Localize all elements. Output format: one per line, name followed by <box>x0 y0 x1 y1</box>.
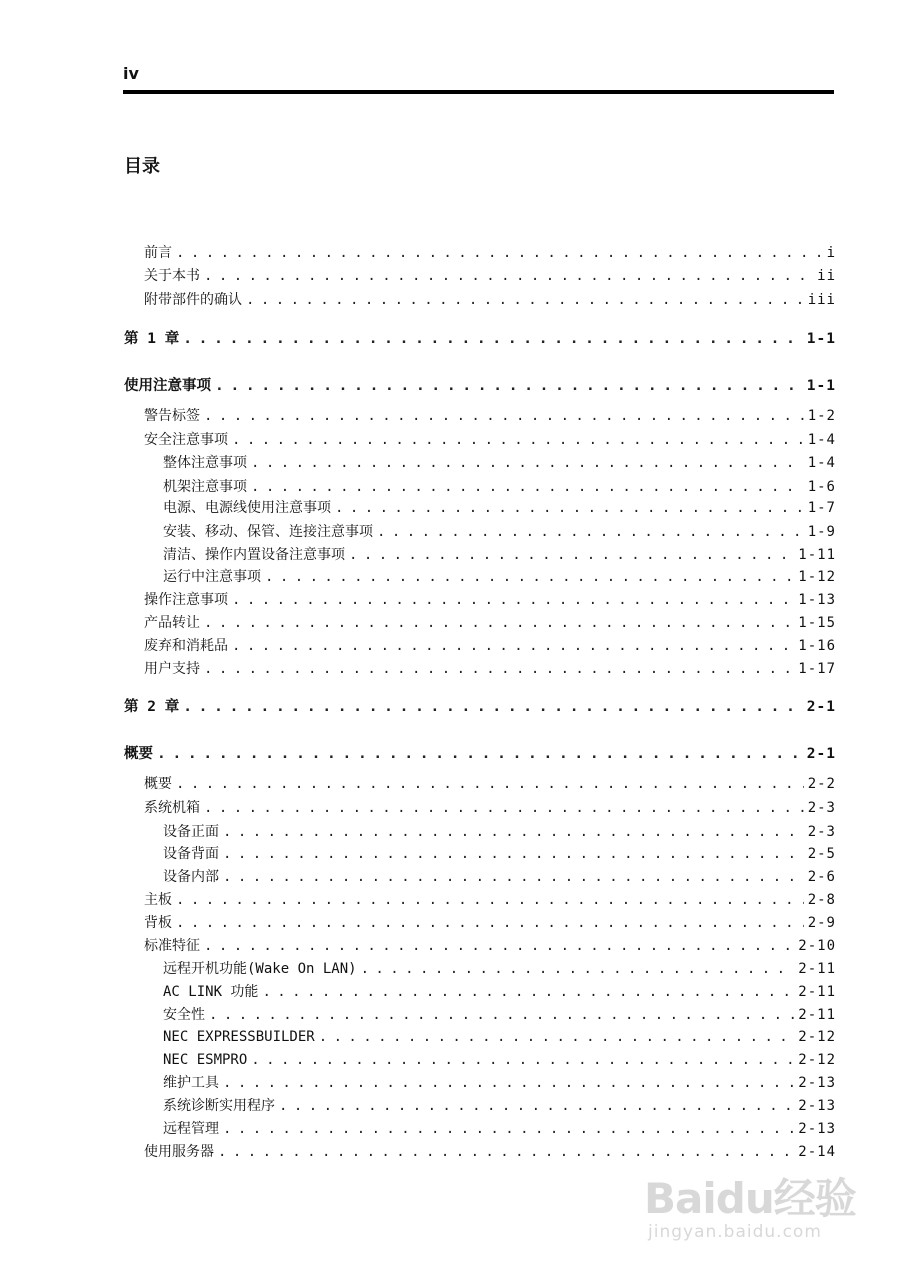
toc-entry-page: 2-14 <box>798 1144 836 1160</box>
toc-entry[interactable] <box>144 242 836 264</box>
toc-entry-title: NEC EXPRESSBUILDER <box>163 1029 315 1045</box>
toc-dot-leader <box>183 328 803 350</box>
toc-entry-title: 附带部件的确认 <box>144 292 242 308</box>
toc-dot-leader <box>223 1072 794 1094</box>
toc-entry[interactable] <box>163 1004 836 1026</box>
toc-entry[interactable] <box>144 589 836 611</box>
toc-dot-leader <box>246 289 804 311</box>
toc-entry[interactable] <box>163 1049 836 1071</box>
toc-dot-leader <box>209 1004 794 1026</box>
toc-dot-leader <box>319 1026 795 1048</box>
watermark-brand: Baidu经验 <box>644 1174 856 1223</box>
toc-entry[interactable] <box>144 612 836 634</box>
toc-entry-page: 2-8 <box>807 892 836 908</box>
page-number: iv <box>123 64 139 83</box>
toc-dot-leader <box>204 935 794 957</box>
toc-entry-title: AC LINK 功能 <box>163 984 259 1000</box>
toc-entry-page: 1-4 <box>807 432 836 448</box>
toc-entry-title: 使用服务器 <box>144 1144 214 1160</box>
toc-entry-title: 机架注意事项 <box>163 479 247 495</box>
toc-entry-page: i <box>826 245 836 261</box>
toc-entry[interactable] <box>144 635 836 657</box>
toc-dot-leader <box>176 242 823 264</box>
toc-entry-page: 1-1 <box>806 331 836 347</box>
toc-dot-leader <box>215 375 803 397</box>
toc-entry[interactable] <box>144 429 836 451</box>
toc-dot-leader <box>204 405 804 427</box>
toc-entry[interactable] <box>163 821 836 843</box>
toc-entry-title: NEC ESMPRO <box>163 1052 248 1068</box>
toc-dot-leader <box>349 544 794 566</box>
toc-dot-leader <box>157 743 803 765</box>
toc-heading: 目录 <box>124 156 160 177</box>
toc-entry-page: 1-16 <box>798 638 836 654</box>
toc-dot-leader <box>361 958 795 980</box>
toc-entry[interactable] <box>163 521 836 543</box>
toc-entry-title: 警告标签 <box>144 408 200 424</box>
toc-entry-page: 2-11 <box>798 984 836 1000</box>
toc-entry-page: 2-6 <box>807 869 836 885</box>
toc-entry[interactable] <box>144 773 836 795</box>
toc-entry[interactable] <box>163 476 836 498</box>
toc-entry-title: 清洁、操作内置设备注意事项 <box>163 547 345 563</box>
toc-entry-title: 安装、移动、保管、连接注意事项 <box>163 524 373 540</box>
toc-entry-title: 设备背面 <box>163 846 219 862</box>
toc-entry-title: 前言 <box>144 245 172 261</box>
toc-entry-title: 关于本书 <box>144 268 200 284</box>
toc-entry[interactable] <box>163 1118 836 1140</box>
toc-entry-title: 产品转让 <box>144 615 200 631</box>
toc-entry-page: 1-12 <box>798 569 836 585</box>
toc-entry-title: 用户支持 <box>144 661 200 677</box>
toc-entry-page: 2-2 <box>807 776 836 792</box>
toc-dot-leader <box>251 1049 794 1071</box>
toc-entry-title: 标准特征 <box>144 938 200 954</box>
toc-entry[interactable] <box>124 696 836 718</box>
toc-entry[interactable] <box>163 544 836 566</box>
toc-entry[interactable] <box>163 866 836 888</box>
toc-entry-page: 2-13 <box>798 1098 836 1114</box>
toc-entry[interactable] <box>163 497 836 519</box>
toc-entry-title: 概要 <box>144 776 172 792</box>
toc-dot-leader <box>279 1095 794 1117</box>
toc-entry-title: 系统机箱 <box>144 800 200 816</box>
toc-entry[interactable] <box>144 935 836 957</box>
toc-entry[interactable] <box>163 1095 836 1117</box>
toc-entry[interactable] <box>124 375 836 397</box>
toc-entry-page: 1-15 <box>798 615 836 631</box>
toc-entry[interactable] <box>144 1141 836 1163</box>
toc-entry[interactable] <box>144 289 836 311</box>
toc-entry-page: 1-11 <box>798 547 836 563</box>
toc-dot-leader <box>262 981 794 1003</box>
toc-entry-page: iii <box>807 292 836 308</box>
toc-entry-title: 废弃和消耗品 <box>144 638 228 654</box>
toc-dot-leader <box>251 452 804 474</box>
toc-entry-title: 主板 <box>144 892 172 908</box>
toc-entry-page: 2-9 <box>807 915 836 931</box>
toc-entry-title: 整体注意事项 <box>163 455 247 471</box>
toc-dot-leader <box>223 1118 794 1140</box>
toc-dot-leader <box>183 696 803 718</box>
toc-entry-title: 背板 <box>144 915 172 931</box>
watermark-url: jingyan.baidu.com <box>648 1222 822 1242</box>
toc-entry[interactable] <box>163 1026 836 1048</box>
toc-entry[interactable] <box>124 743 836 765</box>
toc-entry-page: 2-1 <box>806 746 836 762</box>
toc-entry-title: 操作注意事项 <box>144 592 228 608</box>
toc-dot-leader <box>204 797 804 819</box>
toc-entry-page: 2-3 <box>807 824 836 840</box>
toc-dot-leader <box>176 889 804 911</box>
toc-dot-leader <box>232 589 794 611</box>
toc-dot-leader <box>223 866 804 888</box>
toc-dot-leader <box>223 821 804 843</box>
toc-entry-title: 远程管理 <box>163 1121 219 1137</box>
toc-dot-leader <box>335 497 804 519</box>
toc-dot-leader <box>232 429 804 451</box>
toc-entry-title: 电源、电源线使用注意事项 <box>163 500 331 516</box>
toc-entry-title: 设备正面 <box>163 824 219 840</box>
toc-entry-page: 2-1 <box>806 699 836 715</box>
toc-entry-title: 远程开机功能(Wake On LAN) <box>163 961 357 977</box>
toc-dot-leader <box>204 612 794 634</box>
toc-entry[interactable] <box>144 889 836 911</box>
toc-entry-page: 1-1 <box>806 378 836 394</box>
toc-dot-leader <box>176 912 804 934</box>
toc-entry-page: 2-3 <box>807 800 836 816</box>
toc-entry-page: 1-2 <box>807 408 836 424</box>
toc-entry-title: 使用注意事项 <box>124 378 211 394</box>
toc-dot-leader <box>265 566 794 588</box>
toc-entry[interactable] <box>144 797 836 819</box>
toc-entry-title: 安全性 <box>163 1007 205 1023</box>
toc-entry-page: 1-17 <box>798 661 836 677</box>
toc-entry[interactable] <box>163 566 836 588</box>
toc-dot-leader <box>204 658 794 680</box>
toc-entry[interactable] <box>163 1072 836 1094</box>
toc-entry-title: 系统诊断实用程序 <box>163 1098 275 1114</box>
toc-entry-page: 2-12 <box>798 1052 836 1068</box>
toc-dot-leader <box>218 1141 794 1163</box>
toc-entry-page: 2-12 <box>798 1029 836 1045</box>
toc-entry-page: 2-13 <box>798 1121 836 1137</box>
toc-entry-page: 2-11 <box>798 961 836 977</box>
toc-dot-leader <box>176 773 804 795</box>
toc-entry-title: 概要 <box>124 746 153 762</box>
toc-entry-page: 1-7 <box>807 500 836 516</box>
toc-entry[interactable] <box>163 981 836 1003</box>
toc-entry-title: 第 1 章 <box>124 331 180 347</box>
toc-entry-page: 2-11 <box>798 1007 836 1023</box>
toc-dot-leader <box>204 265 813 287</box>
toc-entry-title: 运行中注意事项 <box>163 569 261 585</box>
toc-entry-title: 设备内部 <box>163 869 219 885</box>
toc-entry[interactable] <box>163 958 836 980</box>
toc-entry-page: 2-5 <box>807 846 836 862</box>
toc-entry[interactable] <box>124 328 836 350</box>
toc-entry[interactable] <box>144 265 836 287</box>
toc-entry-title: 安全注意事项 <box>144 432 228 448</box>
toc-dot-leader <box>232 635 794 657</box>
toc-dot-leader <box>377 521 804 543</box>
toc-entry[interactable] <box>144 405 836 427</box>
toc-entry-page: 2-13 <box>798 1075 836 1091</box>
toc-entry[interactable] <box>163 843 836 865</box>
toc-entry[interactable] <box>163 452 836 474</box>
toc-entry[interactable] <box>144 912 836 934</box>
baidu-watermark <box>642 1166 862 1266</box>
toc-entry[interactable] <box>144 658 836 680</box>
toc-entry-title: 维护工具 <box>163 1075 219 1091</box>
toc-entry-page: 2-10 <box>798 938 836 954</box>
toc-dot-leader <box>223 843 804 865</box>
toc-dot-leader <box>251 476 804 498</box>
toc-entry-page: 1-4 <box>807 455 836 471</box>
toc-entry-page: 1-9 <box>807 524 836 540</box>
toc-entry-page: 1-13 <box>798 592 836 608</box>
toc-entry-page: 1-6 <box>807 479 836 495</box>
toc-entry-title: 第 2 章 <box>124 699 180 715</box>
toc-entry-page: ii <box>817 268 836 284</box>
